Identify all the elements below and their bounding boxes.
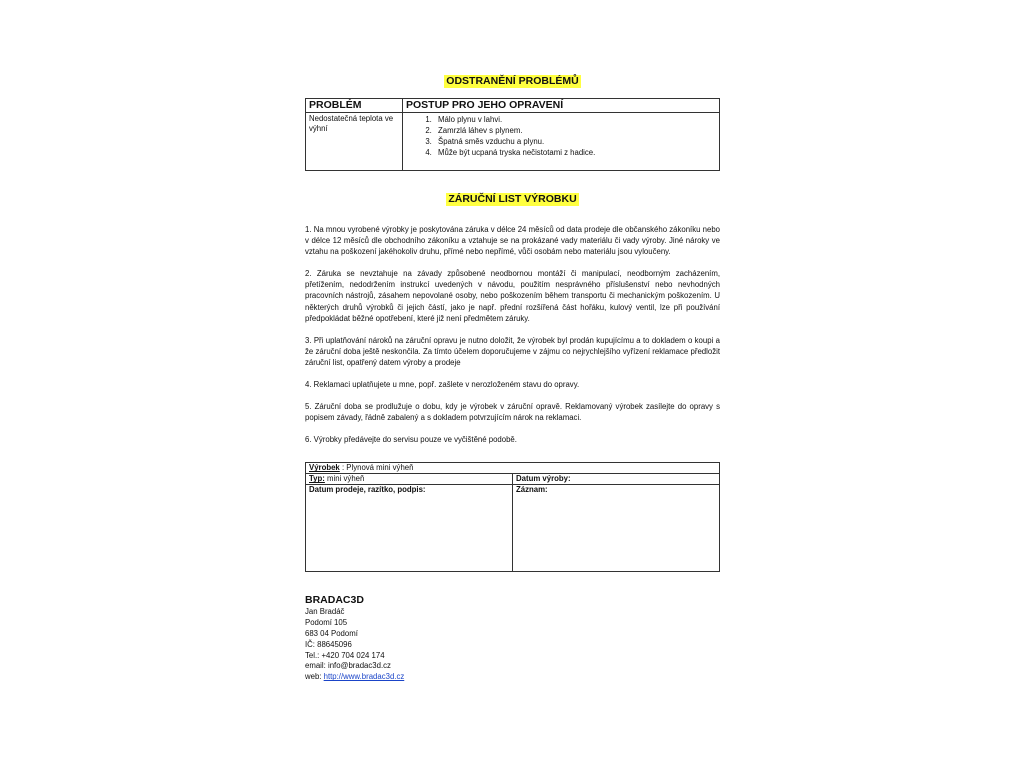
website-link[interactable]: http://www.bradac3d.cz <box>323 672 405 682</box>
troubleshooting-table <box>305 98 720 171</box>
production-date-label: Datum výroby: <box>516 474 571 484</box>
company-owner: Jan Bradáč <box>305 607 345 617</box>
company-email: email: info@bradac3d.cz <box>305 661 391 671</box>
type-value: mini výheň <box>324 474 365 484</box>
warranty-form-table <box>305 462 720 572</box>
production-date-cell <box>513 474 720 485</box>
warranty-heading-wrap <box>305 190 720 206</box>
product-value: : Plynová mini výheň <box>339 463 414 473</box>
company-info <box>305 593 720 683</box>
warranty-paragraph: 4. Reklamaci uplatňujete u mne, popř. zašlete v nerozloženém stavu do opravy. <box>305 380 580 390</box>
causes-list <box>406 114 716 158</box>
warranty-paragraph: 2. Záruka se nevztahuje na závady způsobené neodbornou montáží či manipulací, neodborným zacházením, přetížením, nedodržením instrukcí uvedených v návodu, použitím nesprávného příslušenství nebo nevhodných pracovních nástrojů, zásahem nepovolané osoby, nebo poškozením během transportu či mechanickým poškozením. U některých druhů výrobků či jejich částí, jako je např. přední rozšířená část hořáku, kulový ventil, lze při používání předpokládat běžné opotřebení, které již není předmětem záruky. <box>305 269 720 323</box>
warranty-heading: ZÁRUČNÍ LIST VÝROBKU <box>448 193 577 205</box>
record-cell <box>513 485 720 572</box>
warranty-paragraph: 5. Záruční doba se prodlužuje o dobu, kdy je výrobek v záruční opravě. Reklamovaný výrobek zasílejte do opravy s popisem závady, řádně zabalený a s dokladem potvrzujícím nárok na reklamaci. <box>305 402 720 423</box>
company-city: 683 04 Podomí <box>305 629 358 638</box>
company-phone: Tel.: +420 704 024 174 <box>305 650 385 660</box>
warranty-paragraph: 3. Při uplatňování nároků na záruční opravu je nutno doložit, že výrobek byl prodán kupujícímu a to dokladem o koupi a že záruční doba ještě neskončila. Za tímto účelem doporučujeme v zájmu co nejrychlejšího vyřízení reklamace předložit záruční list, opatřený datem výroby a prodeje <box>305 335 720 367</box>
web-label: web: <box>305 672 324 682</box>
cause-item: 4. Může být ucpaná tryska nečistotami z hadice. <box>434 147 716 158</box>
record-label: Záznam: <box>516 485 548 495</box>
sale-signature-label: Datum prodeje, razítko, podpis: <box>309 485 426 495</box>
type-label: Typ: <box>309 474 325 484</box>
warranty-paragraph: 1. Na mnou vyrobené výrobky je poskytována záruka v délce 24 měsíců od data prodeje dle občanského zákoníku nebo v délce 12 měsíců dle obchodního zákoníku a vztahuje se na prokázané vady materiálu či vady výroby. Jiné nároky ve vztahu na poškození jakéhokoliv druhu, přímé nebo nepřímé, vůči osobám nebo materiálu jsou vyloučeny. <box>305 225 720 257</box>
company-street: Podomí 105 <box>305 618 348 628</box>
cause-item: 3. Špatná směs vzduchu a plynu. <box>434 136 716 147</box>
warranty-paragraph: 6. Výrobky předávejte do servisu pouze ve vyčištěné podobě. <box>305 435 517 445</box>
form-sign-row <box>306 485 720 572</box>
cause-item: 2. Zamrzlá láhev s plynem. <box>434 125 716 136</box>
fix-column-header: POSTUP PRO JEHO OPRAVENÍ <box>403 99 720 113</box>
troubleshooting-heading-wrap <box>305 72 720 88</box>
sale-signature-cell <box>306 485 513 572</box>
product-label: Výrobek <box>309 463 340 473</box>
problem-cell: Nedostatečná teplota ve výhní <box>306 113 403 171</box>
form-product-row <box>306 463 720 474</box>
problem-column-header: PROBLÉM <box>306 99 403 113</box>
company-name: BRADAC3D <box>305 594 364 607</box>
troubleshooting-heading: ODSTRANĚNÍ PROBLÉMŮ <box>446 75 579 87</box>
form-type-row <box>306 474 720 485</box>
troubleshooting-header-row <box>306 99 720 113</box>
company-id: IČ: 88645096 <box>305 639 352 649</box>
causes-cell <box>403 113 720 171</box>
company-web <box>305 672 720 683</box>
cause-item: 1. Málo plynu v lahvi. <box>434 114 716 125</box>
troubleshooting-row <box>306 113 720 171</box>
type-cell <box>306 474 513 485</box>
product-cell <box>306 463 720 474</box>
document-page <box>305 72 720 683</box>
